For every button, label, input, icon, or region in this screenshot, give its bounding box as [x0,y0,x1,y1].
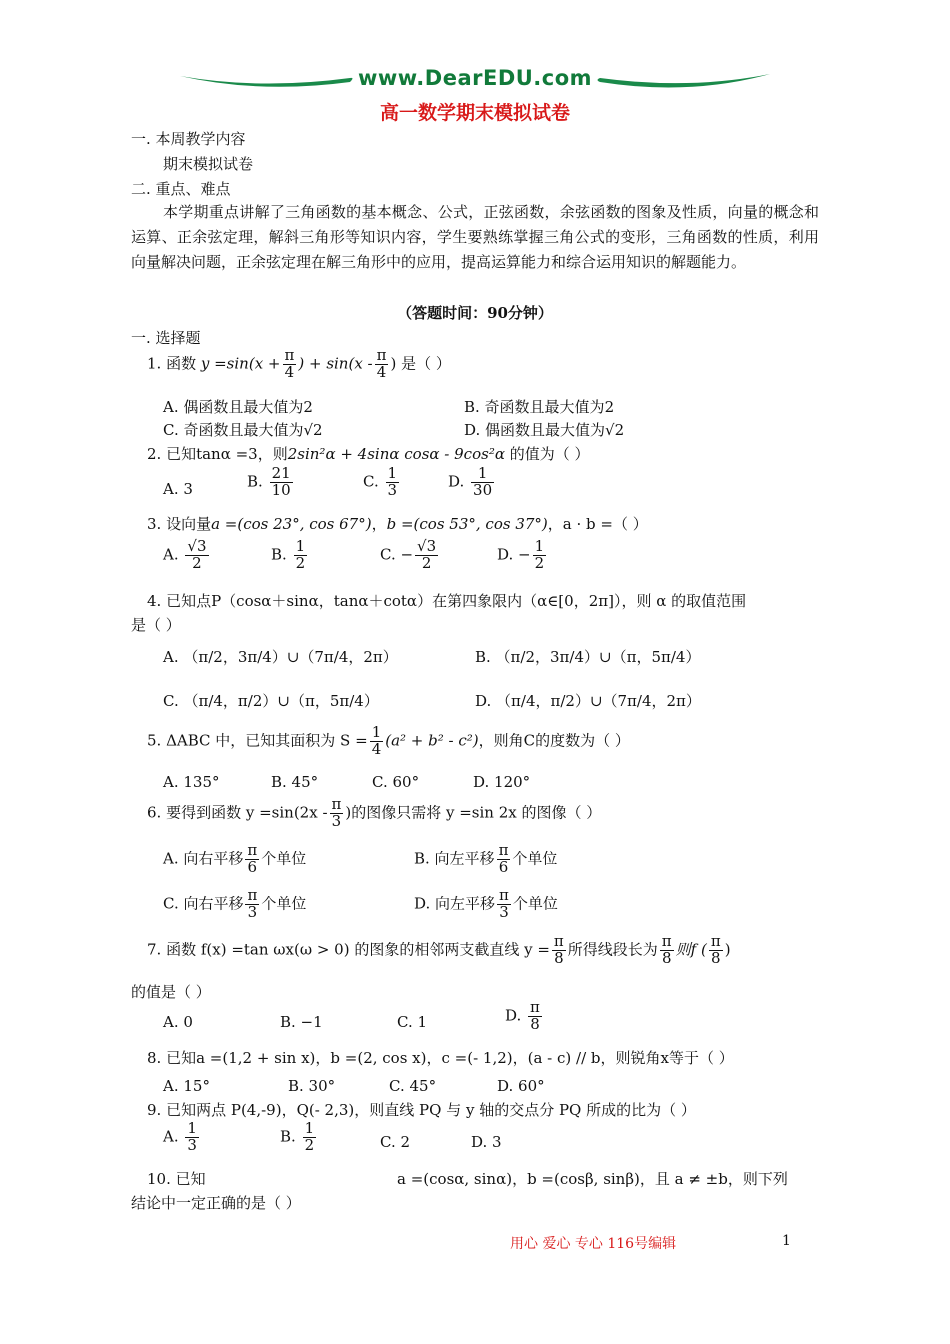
question-7-cont: 的值是（ ） [131,983,211,1001]
q8-option-c: C. 45° [389,1077,437,1095]
q2-option-b: B. $\frac{21}{10}$ [247,464,291,499]
q6-option-c: C. 向右平移 $\frac{\pi}{3}$ 个单位 [163,886,307,921]
question-8: 8. 已知a =(1,2 + sin x)，b =(2, cos x)，c =(- 1,2)，(a - c) // b，则锐角x等于（ ） [147,1049,734,1067]
footer-note: 用心 爱心 专心 116号编辑 [510,1236,677,1252]
q8-option-b: B. 30° [288,1077,336,1095]
section-choice-heading: 一. 选择题 [131,329,201,347]
site-url[interactable]: www.DearEDU.com [357,66,593,90]
question-10-cont: 结论中一定正确的是（ ） [131,1194,301,1212]
q1-option-c: C. 奇函数且最大值为√2 [163,421,323,439]
focus-paragraph: 本学期重点讲解了三角函数的基本概念、公式，正弦函数，余弦函数的图象及性质，向量的概念和运算、正余弦定理，解斜三角形等知识内容，学生要熟练掌握三角公式的变形，三角函数的性质，利用向量解决问题，正余弦定理在解三角形中的应用，提高运算能力和综合运用知识的解题能力。 [131,203,819,271]
q7-option-b: B. −1 [280,1013,323,1031]
q1-expr-a: y =sin(x + [200,354,281,373]
q4-option-a: A. （π/2，3π/4）∪（7π/4，2π） [163,648,398,666]
q9-option-d: D. 3 [471,1133,502,1151]
q3-option-d: D. − $\frac{1}{2}$ [497,537,545,572]
q1-den-2: 4 [376,362,387,381]
q1-number: 1. 函数 [147,354,197,373]
q9-option-a: A. $\frac{1}{3}$ [163,1119,197,1154]
question-3: 3. 设向量a =(cos 23°, cos 67°)，b =(cos 53°, cos 37°)，a · b =（ ） [147,515,648,533]
question-10: 10. 已知 [147,1170,206,1188]
q3-option-a: A. $\frac{√3}{2}$ [163,537,207,572]
q5-option-a: A. 135° [163,773,220,791]
q2-option-a: A. 3 [163,480,193,498]
q6-option-a: A. 向右平移 $\frac{\pi}{6}$ 个单位 [163,841,307,876]
q2-option-c: C. $\frac{1}{3}$ [363,464,398,499]
question-7: 7. 函数 f(x) =tan ωx(ω > 0) 的图象的相邻两支截直线 y = $\frac{\pi}{8}$ 所得线段长为 $\frac{\pi}{8}$ 则f ( $\frac{\pi}{8}$ ) [147,932,731,967]
q8-option-a: A. 15° [163,1077,210,1095]
q1-end: 是（ ） [401,354,451,373]
question-10-expr: a =(cosα, sinα)，b =(cosβ, sinβ)，且 a ≠ ±b，则下列 [397,1170,788,1188]
q1-expr-c: ) [390,354,397,373]
q9-option-c: C. 2 [380,1133,411,1151]
q2-option-d: D. $\frac{1}{30}$ [448,464,493,499]
q5-option-c: C. 60° [372,773,420,791]
question-6: 6. 要得到函数 y =sin(2x - $\frac{\pi}{3}$ )的图像只需将 y =sin 2x 的图像（ ） [147,795,602,830]
q4-option-d: D. （π/4，π/2）∪（7π/4，2π） [475,692,701,710]
question-1 [147,348,451,381]
q1-option-b: B. 奇函数且最大值为2 [464,398,615,416]
q1-option-d: D. 偶函数且最大值为√2 [464,421,625,439]
section-heading-focus: 二. 重点、难点 [131,180,231,198]
q6-option-d: D. 向左平移 $\frac{\pi}{3}$ 个单位 [414,886,558,921]
q1-pi-1: π [284,346,295,364]
q7-option-a: A. 0 [163,1013,193,1031]
exam-time: （答题时间：90分钟） [397,304,553,322]
q3-option-b: B. $\frac{1}{2}$ [271,537,306,572]
question-9: 9. 已知两点 P(4,-9)，Q(- 2,3)，则直线 PQ 与 y 轴的交点分 PQ 所成的比为（ ） [147,1101,696,1119]
q1-pi-2: π [376,346,387,364]
q7-option-c: C. 1 [397,1013,428,1031]
q1-option-a: A. 偶函数且最大值为2 [163,398,313,416]
q1-den-1: 4 [284,362,295,381]
q3-option-c: C. − $\frac{√3}{2}$ [380,537,437,572]
question-5: 5. ΔABC 中，已知其面积为 S = $\frac{1}{4}$ (a² + b² - c²)，则角C的度数为（ ） [147,723,630,758]
section-body-content: 期末模拟试卷 [163,155,254,173]
q5-option-b: B. 45° [271,773,319,791]
page-title: 高一数学期末模拟试卷 [379,102,570,124]
q9-option-b: B. $\frac{1}{2}$ [280,1119,315,1154]
page-number: 1 [782,1233,791,1249]
q4-option-b: B. （π/2，3π/4）∪（π，5π/4） [475,648,701,666]
q6-option-b: B. 向左平移 $\frac{\pi}{6}$ 个单位 [414,841,558,876]
q7-option-d: D. $\frac{\pi}{8}$ [505,998,540,1033]
question-2: 2. 已知tanα =3，则2sin²α + 4sinα cosα - 9cos²α 的值为（ ） [147,445,590,463]
section-heading-content: 一. 本周教学内容 [131,130,246,148]
q8-option-d: D. 60° [497,1077,545,1095]
q1-expr-b: ) + sin(x - [298,354,373,373]
question-4: 4. 已知点P（cosα＋sinα，tanα＋cotα）在第四象限内（α∈[0，2π]），则 α 的取值范围 [147,592,747,610]
q5-option-d: D. 120° [473,773,531,791]
question-4-cont: 是（ ） [131,616,181,634]
q4-option-c: C. （π/4，π/2）∪（π，5π/4） [163,692,379,710]
